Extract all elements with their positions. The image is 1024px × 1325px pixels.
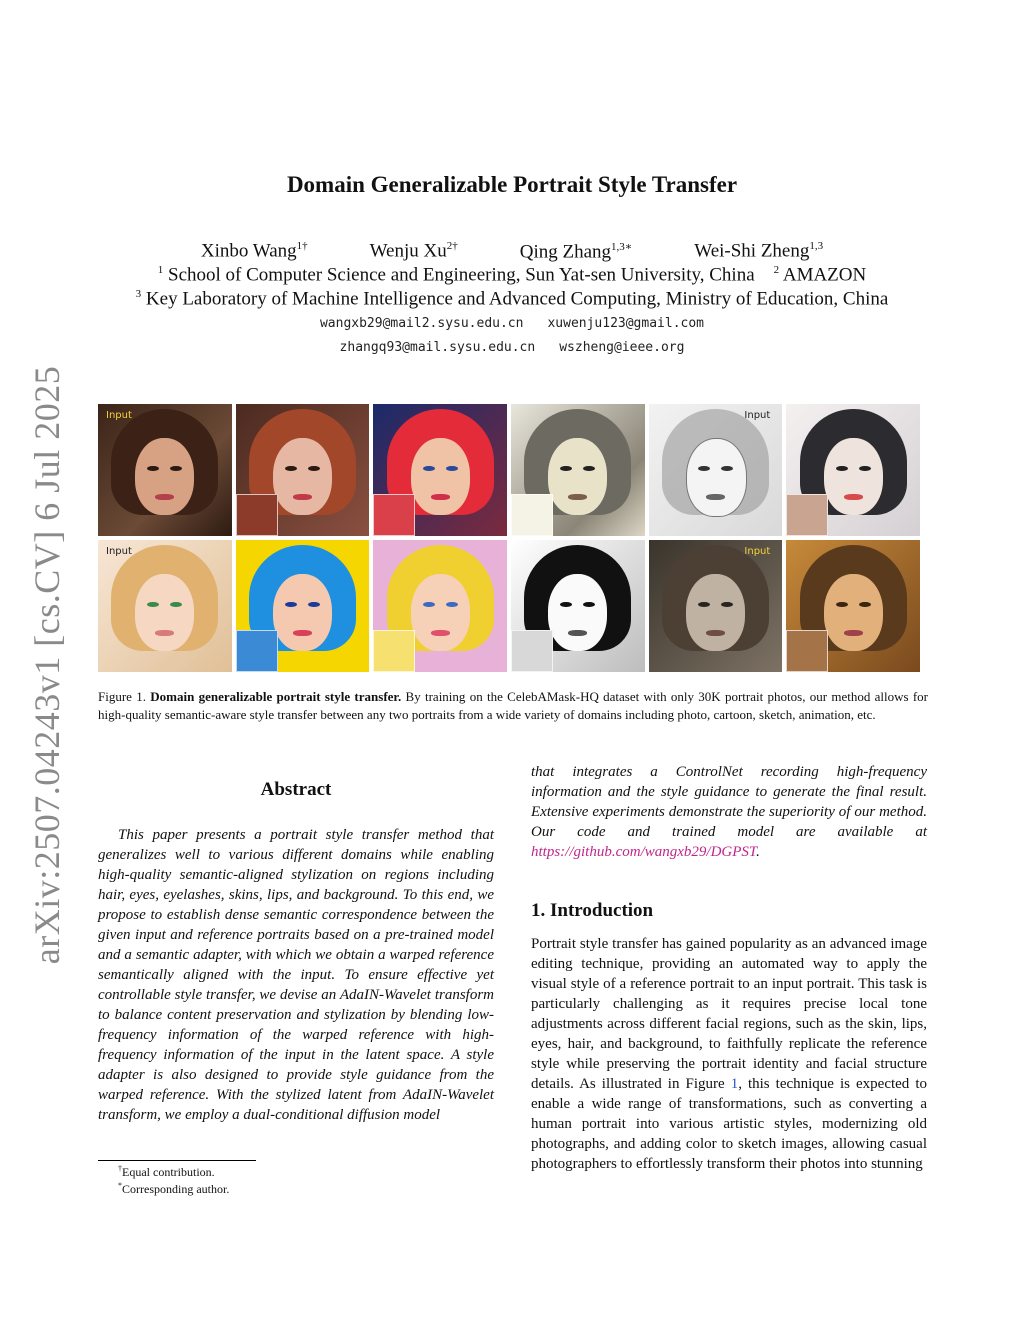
arxiv-identifier [22,365,72,965]
portrait-animation-input [98,540,232,672]
portrait-cartoon-stylized [236,540,370,672]
author-name: Qing Zhang [519,241,612,263]
portrait-photo-input [98,404,232,536]
abstract-continuation [531,762,927,862]
portrait-sketch-stylized [511,404,645,536]
figure-reference-link[interactable]: 1 [730,1076,739,1092]
caption-text: By training on the CelebAMask-HQ dataset with only 30K portrait photos, our method allows for high-quality semantic-aware style transfer between any two portraits from a wide variety of domains including photo, cartoon, sketch, animation, etc. [98,689,928,722]
affiliation-mark: 1 [157,264,164,276]
introduction-heading: 1. Introduction [531,900,654,921]
caption-prefix: Figure 1. [98,689,146,704]
reference-thumbnail [786,630,828,672]
email-line [0,316,1024,331]
affiliation-line [0,288,1024,310]
reference-thumbnail [236,494,278,536]
introduction-text [531,934,927,1174]
author [520,240,633,263]
affiliation-line [0,264,1024,286]
reference-thumbnail [373,630,415,672]
author [694,240,823,263]
portrait-colorized-stylized [786,404,920,536]
author-affiliation-mark: 1,3∗ [611,241,633,253]
affiliation-mark: 2 [773,264,780,276]
email-address: zhangq93@mail.sysu.edu.cn [339,340,536,355]
abstract-continuation-text: that integrates a ControlNet recording high-frequency information and the style guidance to generate the final result. Extensive experiments demonstrate the superiority of our method. Our code and trained model are available at [531,764,927,840]
author-name: Wenju Xu [369,240,447,262]
author-list [0,240,1024,263]
author [370,240,458,263]
caption-title: Domain generalizable portrait style transfer. [150,689,402,704]
affiliation-text: Key Laboratory of Machine Intelligence and Advanced Computing, Ministry of Education, China [141,288,889,310]
input-label: Input [106,546,132,557]
arxiv-identifier-text: arXiv:2507.04243v1 [cs.CV] 6 Jul 2025 [27,365,67,965]
author-affiliation-mark: 1,3 [809,240,824,252]
portrait-old-photo-stylized [786,540,920,672]
email-line [0,340,1024,355]
figure-caption [98,688,928,724]
portrait-old-photo-input [649,540,783,672]
reference-thumbnail [236,630,278,672]
portrait-sketch-input [649,404,783,536]
portrait-bw-stylized [511,540,645,672]
abstract-heading: Abstract [260,779,332,800]
paper-title: Domain Generalizable Portrait Style Transfer [286,172,738,197]
portrait-cartoon-stylized [373,404,507,536]
reference-thumbnail [511,630,553,672]
intro-text-part: Portrait style transfer has gained popularity as an advanced image editing technique, providing an automated way to apply the visual style of a reference portrait to an input portrait. This task is particularly challenging as it requires precise local tone adjustments across different facial regions, such as the skin, lips, eyes, hair, and background, to faithfully replicate the reference style while preserving the portrait identity and facial structure details. As illustrated in Figure [531,936,927,1092]
author-affiliation-mark: 1† [296,240,308,252]
author-affiliation-mark: 2† [446,240,458,252]
input-label: Input [744,410,771,421]
code-link[interactable]: https://github.com/wangxb29/DGPST [531,844,757,860]
author-name: Xinbo Wang [200,240,297,262]
footnote-mark: * [118,1181,122,1190]
reference-thumbnail [373,494,415,536]
affiliation-text: AMAZON [779,264,867,286]
abstract-end-punctuation: . [756,844,760,860]
intro-text-part: , this technique is expected to enable a wide range of transformations, such as converting a human portrait into various artistic styles, modernizing old photographs, and adding color to sketch images, allowing casual photographers to effortlessly transform their photos into stunning [531,1076,927,1172]
footnote [118,1181,229,1197]
footnote-text: Equal contribution. [122,1165,215,1179]
portrait-animation-stylized [373,540,507,672]
footnote-text: Corresponding author. [122,1182,230,1196]
reference-thumbnail [786,494,828,536]
input-label: Input [106,410,132,421]
author [201,240,308,263]
author-name: Wei-Shi Zheng [694,240,810,262]
affiliation-mark: 3 [135,288,142,300]
footnote-rule [98,1160,256,1161]
figure-1-portrait-grid [98,404,920,672]
abstract-text: This paper presents a portrait style transfer method that generalizes well to various different domains while enabling high-quality semantic-aligned stylization on regions including hair, eyes, eyelashes, skins, lips, and background. To this end, we propose to establish dense semantic correspondence between the given input and reference portraits based on a pre-trained model and a semantic adapter, with which we obtain a warped reference semantically aligned with the input. To ensure effective yet controllable style transfer, we devise an AdaIN-Wavelet transform to balance content preservation and stylization by blending low-frequency information of the warped reference with high-frequency information of the input in the latent space. A style adapter is also designed to provide style guidance from the warped reference. With the stylized latent from AdaIN-Wavelet transform, we employ a dual-conditional diffusion model [98,827,494,1123]
email-address: wszheng@ieee.org [559,340,685,355]
email-address: xuwenju123@gmail.com [547,316,705,331]
affiliation-text: School of Computer Science and Engineering, Sun Yat-sen University, China [163,264,755,286]
footnote [118,1164,215,1180]
footnote-mark: † [118,1164,122,1173]
portrait-photo-stylized [236,404,370,536]
input-label: Input [744,546,771,557]
email-address: wangxb29@mail2.sysu.edu.cn [319,316,524,331]
reference-thumbnail [511,494,553,536]
